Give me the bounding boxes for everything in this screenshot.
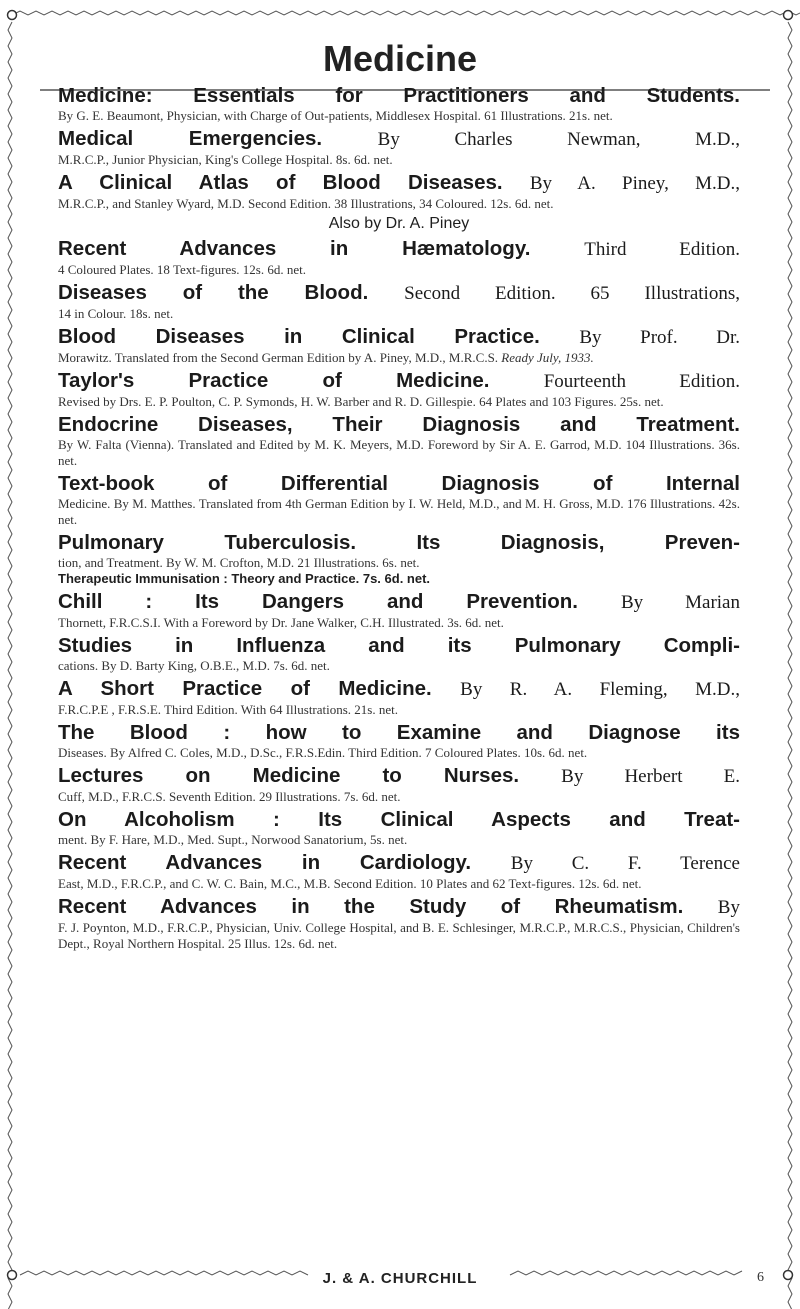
entry-details: Diseases. By Alfred C. Coles, M.D., D.Sc., F.R.S.Edin. Third Edition. 7 Coloured Plates. 10s. 6d. net. xyxy=(58,745,588,760)
entry-author: By xyxy=(717,897,740,918)
list-item xyxy=(58,808,740,848)
entry-author: Third Edition. xyxy=(584,239,740,260)
list-item xyxy=(58,531,740,587)
entry-title: Recent Advances in Hæmatology. xyxy=(58,237,531,260)
entry-author: By Marian xyxy=(620,592,740,613)
entry-details: cations. By D. Barty King, O.B.E., M.D. 7s. 6d. net. xyxy=(58,658,330,673)
entry-title: Recent Advances in Cardiology. xyxy=(58,851,472,874)
entry-title: Lectures on Medicine to Nurses. xyxy=(58,764,520,787)
left-wavy-rule xyxy=(8,22,12,1309)
entry-author: By C. F. Terence xyxy=(510,853,740,874)
entry-details: Thornett, F.R.C.S.I. With a Foreword by Dr. Jane Walker, C.H. Illustrated. 3s. 6d. net. xyxy=(58,615,504,630)
entry-title: Medical Emergencies. xyxy=(58,127,323,150)
entry-title: On Alcoholism : Its Clinical Aspects and Treat- xyxy=(58,808,740,831)
entry-details: Morawitz. Translated from the Second German Edition by A. Piney, M.D., M.R.C.S. xyxy=(58,350,499,365)
entry-details: By G. E. Beaumont, Physician, with Charge of Out-patients, Middlesex Hospital. 61 Illustrations. 21s. net. xyxy=(58,108,613,123)
entry-title: Pulmonary Tuberculosis. Its Diagnosis, Preven- xyxy=(58,531,740,554)
corner-ornament-top-left xyxy=(8,11,17,20)
entry-details: Cuff, M.D., F.R.C.S. Seventh Edition. 29 Illustrations. 7s. 6d. net. xyxy=(58,789,401,804)
list-item xyxy=(58,677,740,718)
entry-author: Second Edition. 65 Illustrations, xyxy=(404,283,740,304)
entry-details: 4 Coloured Plates. 18 Text-figures. 12s. 6d. net. xyxy=(58,262,306,277)
list-item xyxy=(58,171,740,212)
page-title: Medicine xyxy=(322,38,478,79)
entry-details: 14 in Colour. 18s. net. xyxy=(58,306,174,321)
entry-related-title: Therapeutic Immunisation : Theory and Practice. 7s. 6d. net. xyxy=(58,571,431,586)
list-item xyxy=(58,590,740,631)
entry-details: M.R.C.P., and Stanley Wyard, M.D. Second Edition. 38 Illustrations, 34 Coloured. 12s. 6d. net. xyxy=(58,196,554,211)
right-wavy-rule xyxy=(788,22,792,1309)
list-item xyxy=(58,851,740,892)
entry-author: By Prof. Dr. xyxy=(579,327,740,348)
entry-availability: Ready July, 1933. xyxy=(501,350,594,365)
list-item xyxy=(58,84,740,124)
section-subheading: Also by Dr. A. Piney xyxy=(328,215,470,232)
list-item xyxy=(58,721,740,761)
list-item xyxy=(58,325,740,366)
entry-title: Endocrine Diseases, Their Diagnosis and Treatment. xyxy=(58,413,740,436)
list-item xyxy=(58,634,740,674)
entry-details: East, M.D., F.R.C.P., and C. W. C. Bain, M.C., M.B. Second Edition. 10 Plates and 62 Text-figures. 12s. 6d. net. xyxy=(58,876,642,891)
entry-author: Fourteenth Edition. xyxy=(543,371,741,392)
entry-author: By Charles Newman, M.D., xyxy=(377,129,740,150)
entry-details: Medicine. By M. Matthes. Translated from 4th German Edition by I. W. Held, M.D., and M. H. Gross, M.D. 176 Illustrations. 42s. net. xyxy=(58,496,740,527)
entry-details: tion, and Treatment. By W. M. Crofton, M.D. 21 Illustrations. 6s. net. xyxy=(58,555,420,570)
entry-details: F. J. Poynton, M.D., F.R.C.P., Physician, Univ. College Hospital, and B. E. Schlesinger, M.R.C.P., M.R.C.S., Physician, Children's Dept., Royal Northern Hospital. 25 Illus. 12s. 6d. net. xyxy=(58,920,740,951)
corner-ornament-top-right xyxy=(784,11,793,20)
list-item xyxy=(58,369,740,410)
book-list xyxy=(58,84,740,955)
entry-details: By W. Falta (Vienna). Translated and Edited by M. K. Meyers, M.D. Foreword by Sir A. E. Garrod, M.D. 104 Illustrations. 36s. net. xyxy=(58,437,740,468)
entry-author: By Herbert E. xyxy=(561,766,740,787)
entry-title: A Short Practice of Medicine. xyxy=(58,677,432,700)
publisher-footer xyxy=(0,1270,800,1287)
entry-title: Text-book of Differential Diagnosis of Internal xyxy=(58,472,740,495)
list-item xyxy=(58,764,740,805)
entry-title: Medicine: Essentials for Practitioners and Students. xyxy=(58,84,740,107)
top-wavy-rule xyxy=(12,11,800,15)
entry-details: ment. By F. Hare, M.D., Med. Supt., Norwood Sanatorium, 5s. net. xyxy=(58,832,408,847)
list-item xyxy=(58,237,740,278)
entry-title: Chill : Its Dangers and Prevention. xyxy=(58,590,578,613)
entry-details: Revised by Drs. E. P. Poulton, C. P. Symonds, H. W. Barber and R. D. Gillespie. 64 Plates and 103 Figures. 25s. net. xyxy=(58,394,664,409)
publisher-name: J. & A. CHURCHILL xyxy=(317,1270,484,1287)
entry-title: The Blood : how to Examine and Diagnose its xyxy=(58,721,740,744)
entry-title: Taylor's Practice of Medicine. xyxy=(58,369,490,392)
entry-title: Recent Advances in the Study of Rheumatism. xyxy=(58,895,684,918)
list-item xyxy=(58,413,740,469)
entry-title: Blood Diseases in Clinical Practice. xyxy=(58,325,540,348)
list-item xyxy=(58,895,740,952)
list-item xyxy=(58,281,740,322)
list-item xyxy=(58,127,740,168)
page-number: 6 xyxy=(757,1270,764,1285)
entry-title: Diseases of the Blood. xyxy=(58,281,369,304)
entry-title: A Clinical Atlas of Blood Diseases. xyxy=(58,171,503,194)
entry-details: F.R.C.P.E , F.R.S.E. Third Edition. With 64 Illustrations. 21s. net. xyxy=(58,702,398,717)
entry-details: M.R.C.P., Junior Physician, King's College Hospital. 8s. 6d. net. xyxy=(58,152,393,167)
entry-author: By R. A. Fleming, M.D., xyxy=(460,679,740,700)
list-item xyxy=(58,472,740,528)
entry-author: By A. Piney, M.D., xyxy=(529,173,740,194)
entry-title: Studies in Influenza and its Pulmonary Compli- xyxy=(58,634,740,657)
